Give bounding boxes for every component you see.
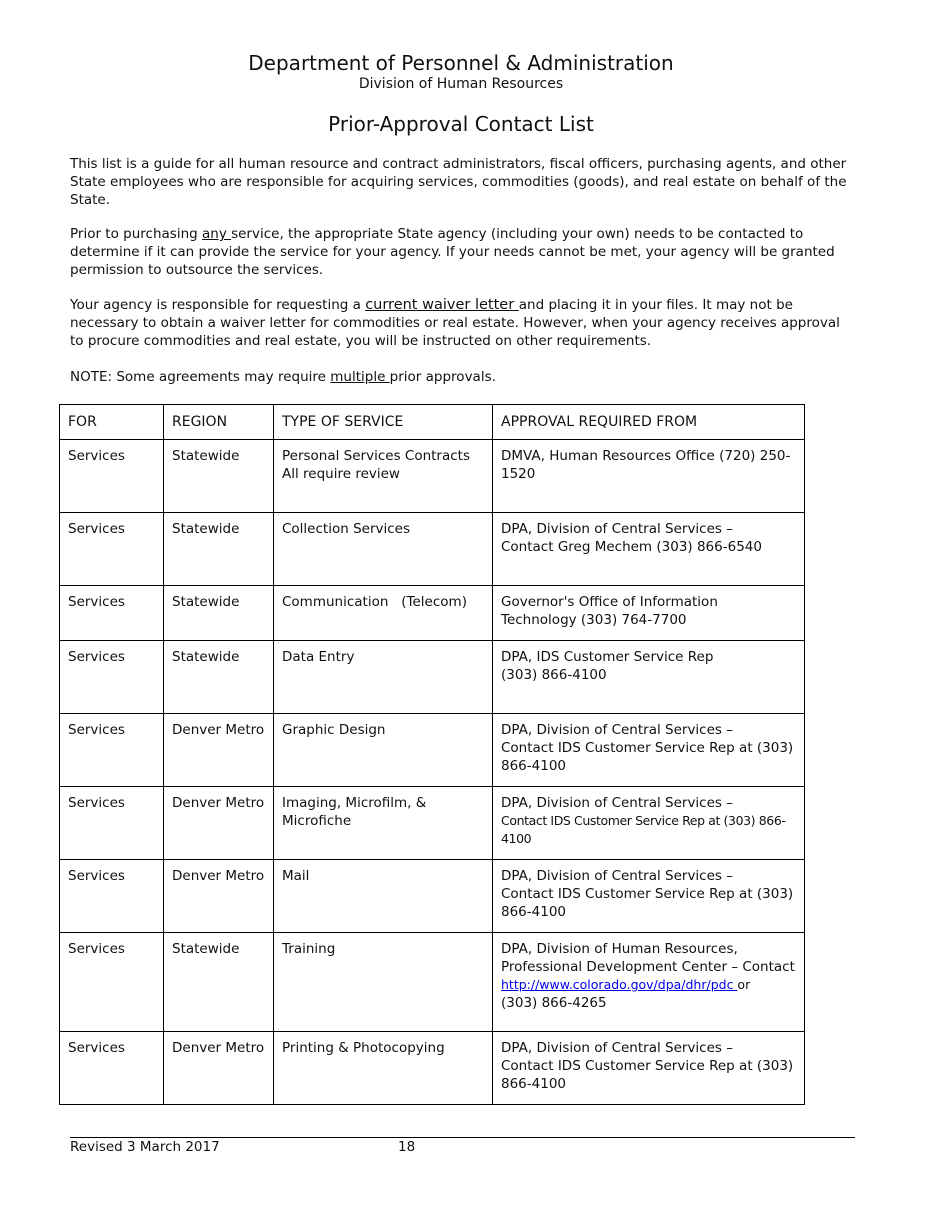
cell-region: Statewide	[164, 641, 274, 714]
note-paragraph	[70, 368, 850, 386]
cell-for: Services	[60, 860, 164, 933]
approval-line: DPA, Division of Central Services –	[501, 795, 733, 811]
cell-for: Services	[60, 1032, 164, 1105]
cell-approval	[493, 1032, 805, 1105]
approval-line-2: Contact IDS Customer Service Rep at (303) 866-4100	[501, 886, 794, 920]
table-row	[60, 513, 805, 586]
p3-emphasis: current waiver letter	[365, 297, 519, 313]
cell-approval	[493, 641, 805, 714]
approval-line-2: Contact IDS Customer Service Rep at (303) 866-4100	[501, 740, 794, 774]
division-name: Division of Human Resources	[358, 76, 564, 92]
cell-type: Data Entry	[274, 641, 493, 714]
table-row	[60, 641, 805, 714]
approval-line: DPA, Division of Central Services –	[501, 521, 733, 537]
cell-for: Services	[60, 641, 164, 714]
intro-paragraph-3	[70, 296, 850, 350]
table-row	[60, 933, 805, 1032]
cell-region: Statewide	[164, 513, 274, 586]
p2-emphasis: any	[201, 226, 232, 242]
cell-type	[274, 440, 493, 513]
cell-type: Imaging, Microfilm, & Microfiche	[274, 787, 493, 860]
p3-after: and placing it in your files. It may not be necessary to obtain a waiver letter for commodities or real estate. However, when your agency receives approval to procure commodities and real estate, you will be instructed on other requirements.	[70, 297, 840, 349]
revised-date: Revised 3 March 2017	[70, 1139, 220, 1155]
cell-approval	[493, 860, 805, 933]
cell-region: Denver Metro	[164, 860, 274, 933]
cell-for: Services	[60, 513, 164, 586]
table-row	[60, 714, 805, 787]
approval-line-2: Contact IDS Customer Service Rep at (303) 866-4100	[501, 813, 786, 846]
cell-type: Printing & Photocopying	[274, 1032, 493, 1105]
approval-line-2: (303) 866-4265	[501, 995, 607, 1011]
table-header-row	[60, 405, 805, 440]
table-row	[60, 586, 805, 641]
cell-approval	[493, 513, 805, 586]
header-approval: APPROVAL REQUIRED FROM	[493, 405, 805, 440]
note-after: prior approvals.	[389, 369, 496, 385]
cell-approval	[493, 933, 805, 1032]
cell-approval	[493, 714, 805, 787]
cell-approval: DMVA, Human Resources Office (720) 250-1520	[493, 440, 805, 513]
cell-region: Statewide	[164, 933, 274, 1032]
approval-line: DPA, IDS Customer Service Rep	[501, 649, 714, 665]
intro-paragraph-1: This list is a guide for all human resource and contract administrators, fiscal officers, purchasing agents, and other State employees who are responsible for acquiring services, commodities (goods), and real estate on behalf of the State.	[70, 156, 847, 208]
contact-table	[59, 404, 805, 1105]
cell-approval	[493, 787, 805, 860]
approval-line-2: Contact Greg Mechem (303) 866-6540	[501, 539, 762, 555]
cell-type: Communication (Telecom)	[274, 586, 493, 641]
approval-line: DPA, Division of Human Resources, Professional Development Center – Contact	[501, 941, 795, 975]
approval-line: DPA, Division of Central Services –	[501, 868, 733, 884]
cell-for: Services	[60, 440, 164, 513]
table-row	[60, 787, 805, 860]
cell-region: Denver Metro	[164, 1032, 274, 1105]
cell-type: Training	[274, 933, 493, 1032]
pdc-link[interactable]: http://www.colorado.gov/dpa/dhr/pdc	[501, 977, 738, 992]
table-row	[60, 1032, 805, 1105]
page-title: Prior-Approval Contact List	[328, 112, 594, 136]
type-line: Personal Services Contracts	[282, 448, 471, 464]
approval-link-line	[501, 976, 796, 994]
cell-region: Denver Metro	[164, 787, 274, 860]
approval-line: DPA, Division of Central Services –	[501, 1040, 733, 1056]
cell-region: Statewide	[164, 586, 274, 641]
table-row	[60, 860, 805, 933]
cell-region: Statewide	[164, 440, 274, 513]
intro-paragraph-2	[70, 225, 850, 279]
document-header	[0, 50, 922, 92]
table-row	[60, 440, 805, 513]
cell-for: Services	[60, 714, 164, 787]
link-suffix: or	[737, 977, 751, 992]
p2-before: Prior to purchasing	[70, 226, 202, 242]
cell-type: Mail	[274, 860, 493, 933]
approval-line-2: (303) 866-4100	[501, 667, 607, 683]
page-number: 18	[398, 1139, 416, 1155]
cell-approval: Governor's Office of Information Technology (303) 764-7700	[493, 586, 805, 641]
type-line-2: All require review	[282, 466, 400, 482]
approval-line-2: Contact IDS Customer Service Rep at (303) 866-4100	[501, 1058, 794, 1092]
cell-type: Graphic Design	[274, 714, 493, 787]
cell-for: Services	[60, 933, 164, 1032]
p3-before: Your agency is responsible for requesting a	[70, 297, 366, 313]
header-for: FOR	[60, 405, 164, 440]
header-region: REGION	[164, 405, 274, 440]
approval-line: DPA, Division of Central Services –	[501, 722, 733, 738]
header-type-of-service: TYPE OF SERVICE	[274, 405, 493, 440]
cell-for: Services	[60, 586, 164, 641]
department-name: Department of Personnel & Administration	[248, 51, 674, 75]
cell-type: Collection Services	[274, 513, 493, 586]
p2-after: service, the appropriate State agency (including your own) needs to be contacted to determine if it can provide the service for your agency. If your needs cannot be met, your agency will be granted permission to outsource the services.	[70, 226, 835, 278]
note-emphasis: multiple	[330, 369, 390, 385]
cell-region: Denver Metro	[164, 714, 274, 787]
cell-for: Services	[60, 787, 164, 860]
footer-divider	[70, 1137, 855, 1138]
note-before: NOTE: Some agreements may require	[70, 369, 331, 385]
